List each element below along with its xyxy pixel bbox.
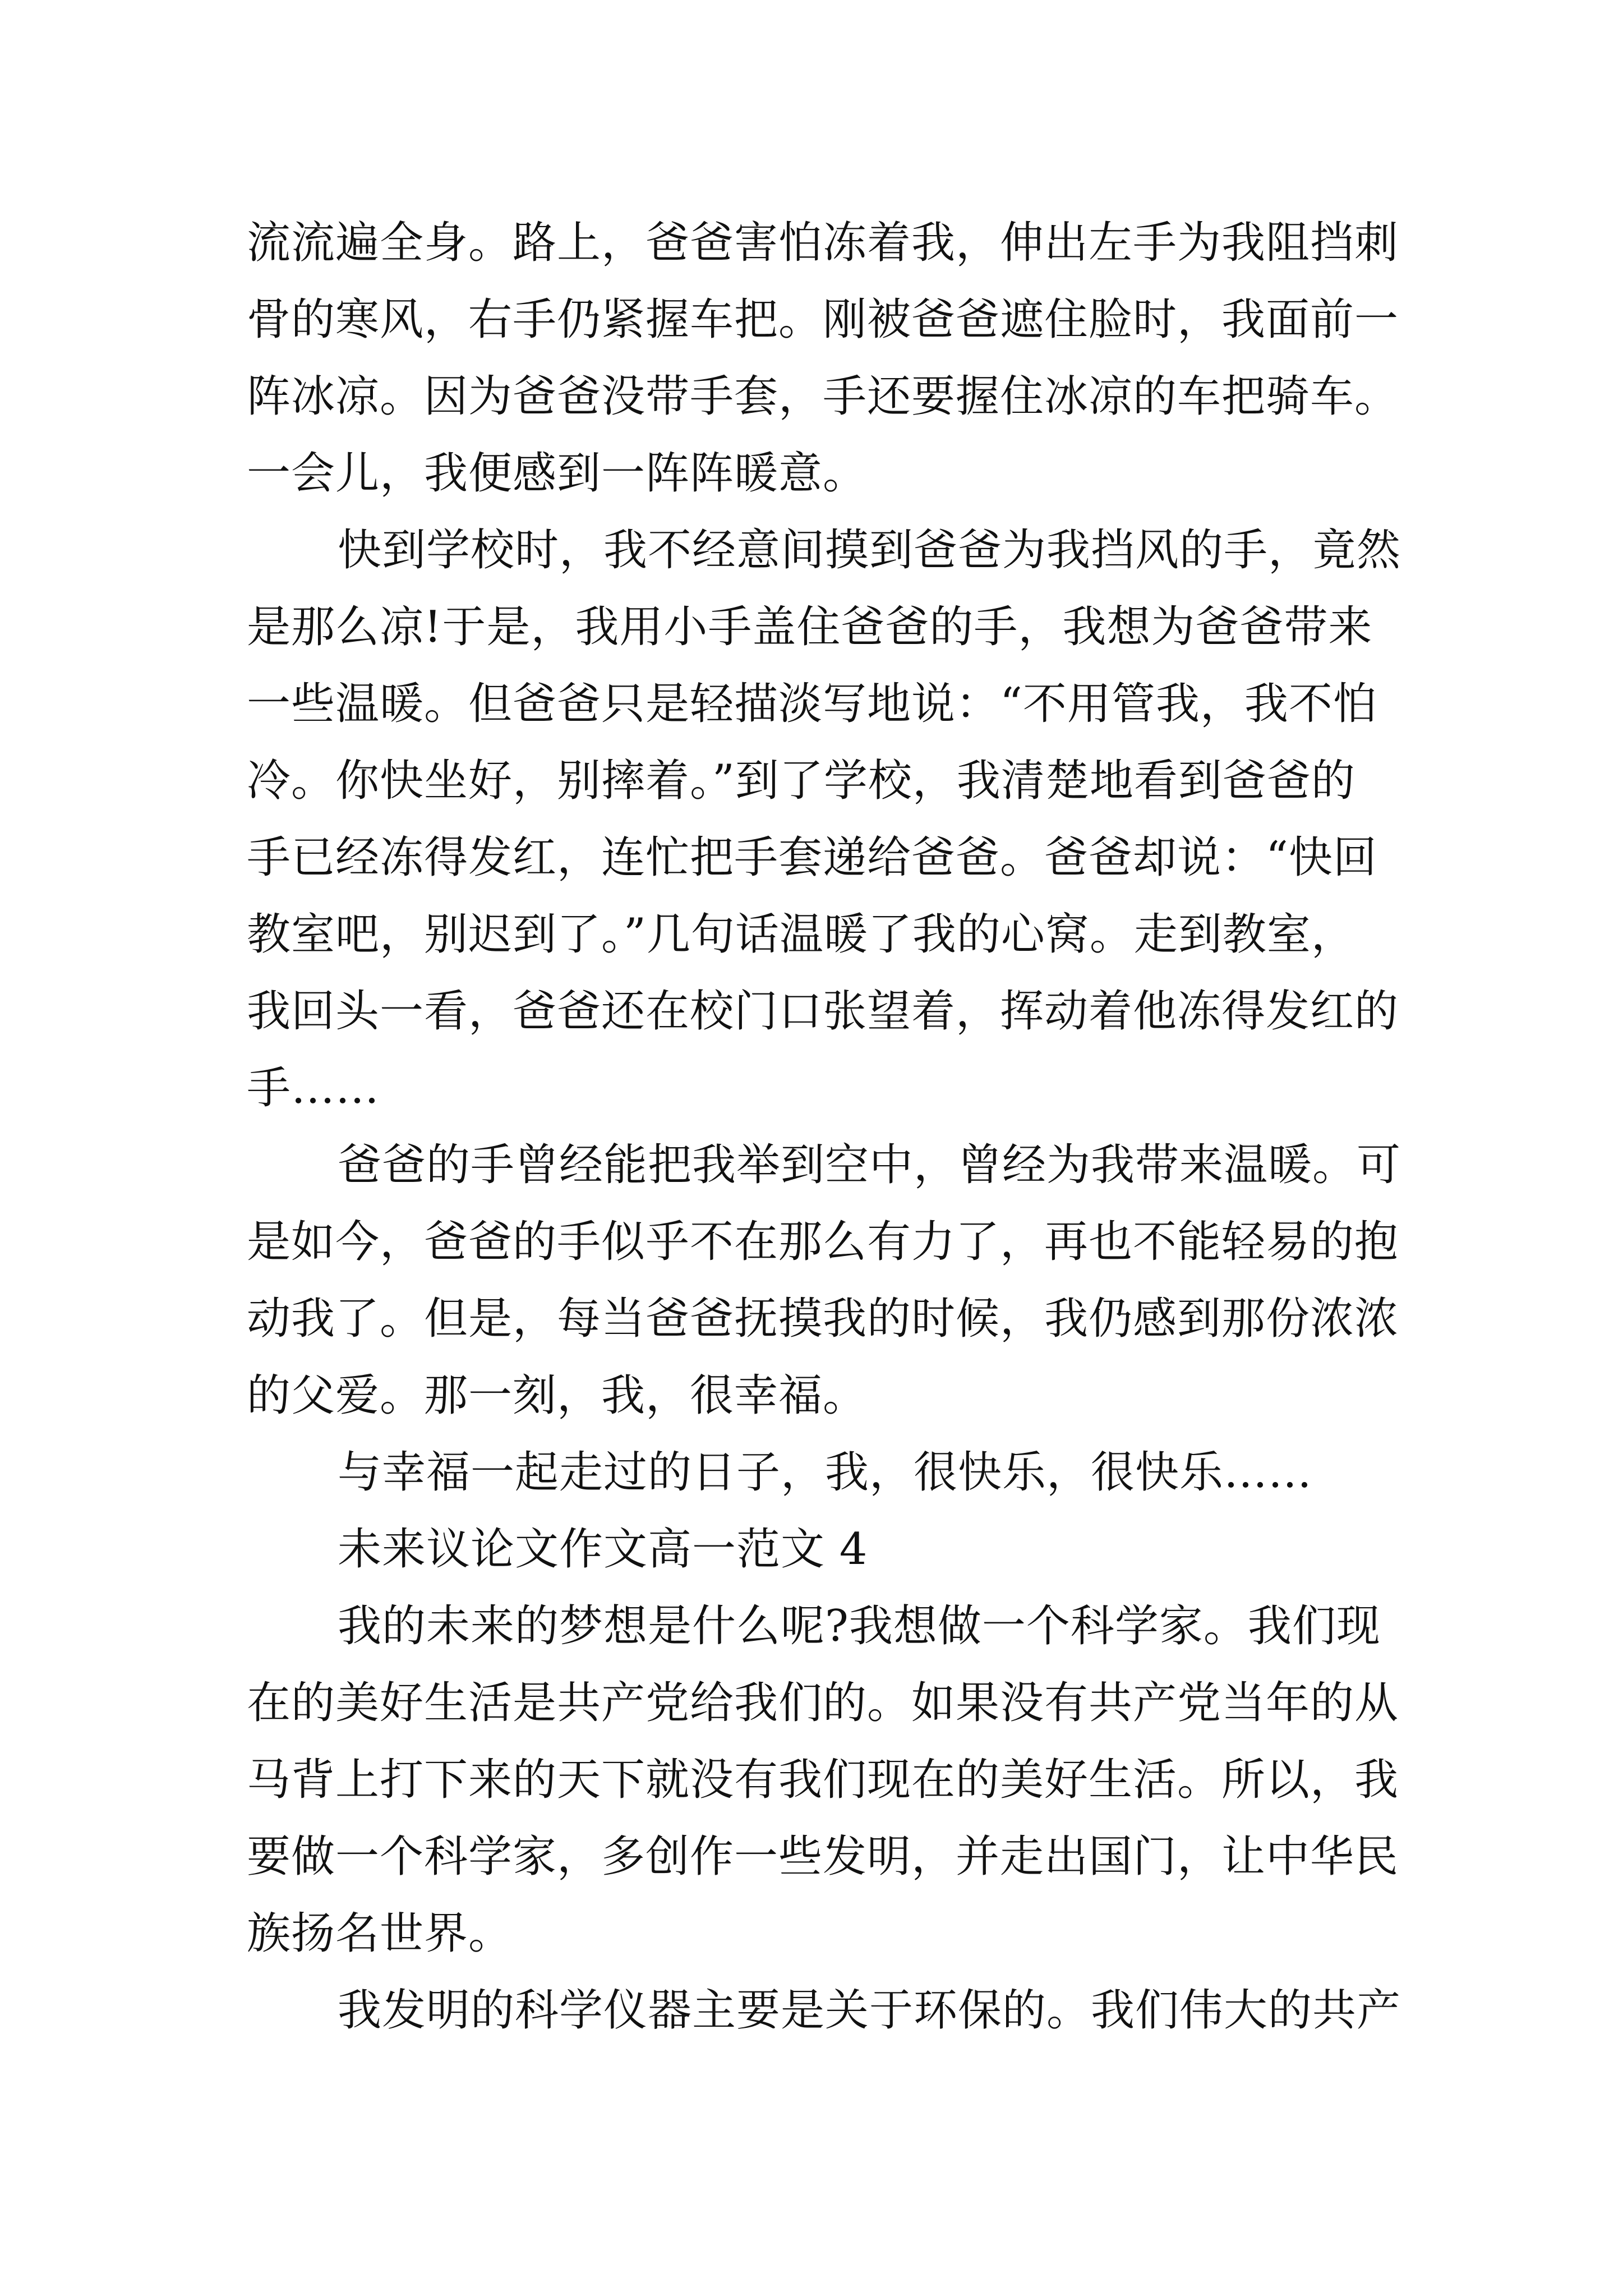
text-line: 我发明的科学仪器主要是关于环保的。我们伟大的共产 (338, 1985, 1401, 2036)
text-line: 与幸福一起走过的日子，我，很快乐，很快乐…… (338, 1447, 1313, 1498)
text-line: 我回头一看，爸爸还在校门口张望着，挥动着他冻得发红的 (247, 986, 1399, 1037)
text-line: 我的未来的梦想是什么呢?我想做一个科学家。我们现 (338, 1601, 1381, 1651)
text-line: 教室吧，别迟到了。”几句话温暖了我的心窝。走到教室， (247, 909, 1355, 960)
text-line: 流流遍全身。路上，爸爸害怕冻着我，伸出左手为我阻挡刺 (247, 218, 1399, 268)
section-heading: 未来议论文作文高一范文 4 (338, 1524, 868, 1575)
text-line: 骨的寒风，右手仍紧握车把。刚被爸爸遮住脸时，我面前一 (247, 295, 1399, 345)
text-line: 手…… (247, 1063, 380, 1114)
text-line: 快到学校时，我不经意间摸到爸爸为我挡风的手，竟然 (338, 525, 1401, 576)
text-line: 动我了。但是，每当爸爸抚摸我的时候，我仍感到那份浓浓 (247, 1294, 1399, 1344)
text-line: 手已经冻得发红，连忙把手套递给爸爸。爸爸却说：“快回 (247, 832, 1377, 883)
text-line: 马背上打下来的天下就没有我们现在的美好生活。所以，我 (247, 1755, 1399, 1805)
text-line: 是那么凉!于是，我用小手盖住爸爸的手，我想为爸爸带来 (247, 602, 1373, 652)
text-line: 冷。你快坐好，别摔着。”到了学校，我清楚地看到爸爸的 (247, 756, 1355, 806)
text-line: 在的美好生活是共产党给我们的。如果没有共产党当年的从 (247, 1678, 1399, 1728)
document-body (247, 205, 1401, 2049)
text-line: 一会儿，我便感到一阵阵暖意。 (247, 448, 868, 499)
text-line: 爸爸的手曾经能把我举到空中，曾经为我带来温暖。可 (338, 1140, 1401, 1190)
text-line: 族扬名世界。 (247, 1908, 513, 1959)
text-line: 一些温暖。但爸爸只是轻描淡写地说：“不用管我，我不怕 (247, 679, 1377, 729)
text-line: 的父爱。那一刻，我，很幸福。 (247, 1370, 868, 1421)
text-line: 阵冰凉。因为爸爸没带手套，手还要握住冰凉的车把骑车。 (247, 371, 1399, 422)
text-line: 是如今，爸爸的手似乎不在那么有力了，再也不能轻易的抱 (247, 1217, 1399, 1267)
text-line: 要做一个科学家，多创作一些发明，并走出国门，让中华民 (247, 1832, 1399, 1882)
